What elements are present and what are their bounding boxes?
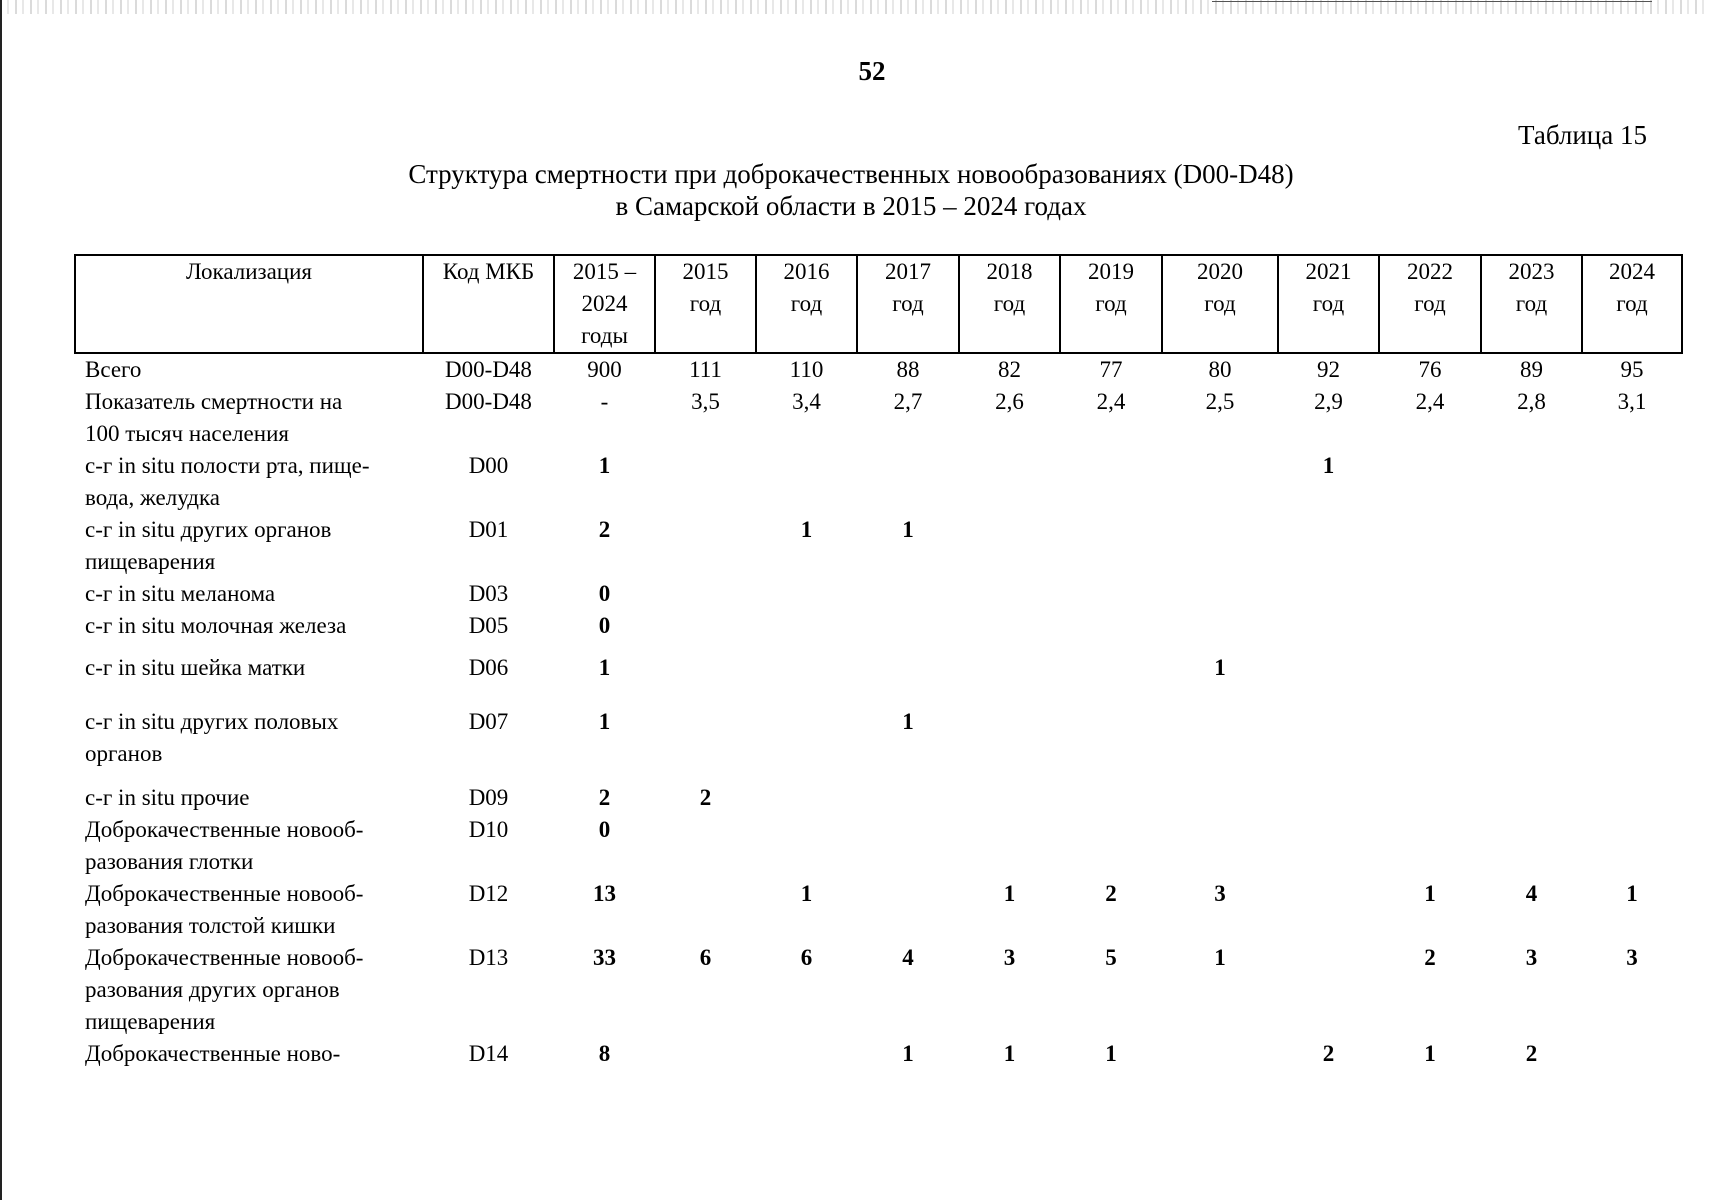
localization-line: Показатель смертности на <box>85 389 343 414</box>
cell-year-value <box>756 1038 857 1070</box>
cell-year-value <box>1060 694 1162 782</box>
cell-year-value <box>655 450 756 514</box>
header-year-value: 2022 <box>1407 259 1453 284</box>
cell-icd-code: D00-D48 <box>445 389 532 414</box>
cell-year-value <box>857 878 959 942</box>
cell-localization <box>75 514 423 578</box>
cell-year-value: 2,9 <box>1314 389 1343 414</box>
cell-year-value <box>655 878 756 942</box>
cell-year-value: 1 <box>1105 1041 1117 1066</box>
title-line-2: в Самарской области в 2015 – 2024 годах <box>615 191 1087 221</box>
cell-year-value <box>1481 694 1582 782</box>
cell-period-total: 33 <box>593 945 616 970</box>
cell-icd-code: D00 <box>468 453 509 478</box>
cell-period-total: 8 <box>598 1041 611 1066</box>
cell-year-value <box>655 578 756 610</box>
cell-localization <box>75 578 423 610</box>
cell-year-value <box>1582 514 1682 578</box>
cell-year-value <box>959 514 1060 578</box>
cell-year-value <box>1162 694 1278 782</box>
cell-year-value: 80 <box>1208 357 1232 382</box>
localization-line: с-г in situ молочная железа <box>85 613 347 638</box>
cell-year-value <box>1379 694 1481 782</box>
cell-year-value: 2 <box>1525 1041 1538 1066</box>
localization-line: органов <box>85 741 163 766</box>
cell-year-value: 6 <box>800 945 813 970</box>
cell-year-value <box>1481 814 1582 878</box>
cell-year-value <box>1481 610 1582 642</box>
cell-year-value <box>1481 514 1582 578</box>
cell-year-value: 82 <box>998 357 1021 382</box>
cell-year-value <box>959 450 1060 514</box>
cell-year-value: 110 <box>789 357 824 382</box>
cell-year-value <box>1162 814 1278 878</box>
cell-year-value <box>1278 642 1379 694</box>
header-year-value: 2019 <box>1088 259 1134 284</box>
localization-line: Доброкачественные ново- <box>85 1041 341 1066</box>
header-year <box>1278 255 1379 353</box>
header-year-suffix: год <box>1095 291 1127 316</box>
cell-year-value: 1 <box>902 709 914 734</box>
cell-year-value <box>1278 782 1379 814</box>
cell-year-value: 1 <box>1424 881 1436 906</box>
header-year-suffix: год <box>1204 291 1236 316</box>
cell-year-value <box>1060 782 1162 814</box>
scan-edge-line <box>1212 1 1652 2</box>
cell-icd-code: D10 <box>468 817 509 842</box>
cell-year-value <box>1582 814 1682 878</box>
cell-year-value <box>1060 814 1162 878</box>
header-year-suffix: год <box>1515 291 1548 316</box>
cell-year-value: 5 <box>1105 945 1117 970</box>
cell-icd-code: D00-D48 <box>445 357 532 382</box>
cell-year-value <box>1162 450 1278 514</box>
cell-period-total: 1 <box>598 453 611 478</box>
cell-icd-code: D07 <box>468 709 509 734</box>
mortality-table <box>74 254 1683 1070</box>
cell-year-value <box>1278 514 1379 578</box>
cell-year-value <box>1582 610 1682 642</box>
cell-year-value: 6 <box>699 945 712 970</box>
cell-localization <box>75 386 423 450</box>
cell-year-value <box>756 642 857 694</box>
table-body <box>75 353 1682 1070</box>
cell-year-value: 3 <box>1214 881 1226 906</box>
cell-year-value <box>1278 578 1379 610</box>
cell-year-value <box>1379 514 1481 578</box>
header-year-value: 2015 <box>682 259 729 284</box>
header-year-value: 2021 <box>1305 259 1352 284</box>
localization-line: с-г in situ прочие <box>85 785 250 810</box>
header-year <box>1582 255 1682 353</box>
cell-period-total: 2 <box>598 517 611 542</box>
cell-year-value: 2 <box>699 785 712 810</box>
cell-year-value <box>1162 610 1278 642</box>
cell-year-value <box>1278 942 1379 1038</box>
cell-year-value <box>1379 814 1481 878</box>
table-row <box>75 814 1682 878</box>
cell-localization <box>75 642 423 694</box>
cell-year-value: 3 <box>1626 945 1638 970</box>
header-year <box>1060 255 1162 353</box>
cell-icd-code: D03 <box>468 581 509 606</box>
cell-localization <box>75 1038 423 1070</box>
cell-year-value <box>1060 610 1162 642</box>
page-number: 52 <box>858 56 886 86</box>
table-row <box>75 514 1682 578</box>
localization-line: с-г in situ других половых <box>85 709 339 734</box>
cell-year-value <box>1582 450 1682 514</box>
table-row <box>75 942 1682 1038</box>
cell-year-value <box>1481 782 1582 814</box>
header-year <box>959 255 1060 353</box>
cell-period-total: - <box>600 389 609 414</box>
header-year <box>857 255 959 353</box>
header-year-value: 2016 <box>783 259 830 284</box>
header-year-suffix: год <box>1616 291 1648 316</box>
cell-year-value <box>959 814 1060 878</box>
cell-year-value: 1 <box>1626 881 1638 906</box>
cell-year-value: 1 <box>800 881 813 906</box>
table-row <box>75 386 1682 450</box>
cell-year-value <box>1060 642 1162 694</box>
header-year-value: 2020 <box>1197 259 1243 284</box>
localization-line: вода, желудка <box>85 485 221 510</box>
table-label: Таблица 15 <box>1518 120 1647 150</box>
header-year-value: 2023 <box>1508 259 1555 284</box>
cell-localization <box>75 610 423 642</box>
cell-year-value <box>1582 782 1682 814</box>
cell-year-value: 2,7 <box>893 389 923 414</box>
table-title <box>0 158 1702 222</box>
localization-line: с-г in situ других органов <box>85 517 332 542</box>
cell-year-value <box>655 1038 756 1070</box>
header-year <box>756 255 857 353</box>
cell-year-value: 2,5 <box>1205 389 1235 414</box>
localization-line: Всего <box>85 357 142 382</box>
cell-year-value <box>756 610 857 642</box>
header-icd-code: Код МКБ <box>423 255 554 353</box>
cell-year-value: 1 <box>800 517 813 542</box>
cell-year-value: 2 <box>1424 945 1436 970</box>
header-year-value: 2017 <box>885 259 931 284</box>
localization-line: разования глотки <box>85 849 254 874</box>
cell-period-total: 900 <box>587 357 622 382</box>
cell-year-value <box>857 642 959 694</box>
localization-line: с-г in situ шейка матки <box>85 655 306 680</box>
cell-year-value <box>959 578 1060 610</box>
table-row <box>75 642 1682 694</box>
cell-year-value <box>1162 1038 1278 1070</box>
cell-year-value <box>756 450 857 514</box>
cell-year-value: 95 <box>1620 357 1644 382</box>
cell-year-value: 4 <box>902 945 914 970</box>
cell-year-value: 1 <box>1322 453 1335 478</box>
cell-year-value: 77 <box>1099 357 1123 382</box>
localization-line: с-г in situ меланома <box>85 581 276 606</box>
header-period-line: годы <box>581 323 628 348</box>
cell-year-value: 1 <box>1214 655 1226 680</box>
cell-year-value <box>1582 694 1682 782</box>
cell-year-value <box>655 642 756 694</box>
header-period <box>554 255 655 353</box>
cell-year-value <box>655 694 756 782</box>
cell-year-value: 2,6 <box>995 389 1024 414</box>
cell-year-value <box>1379 782 1481 814</box>
cell-period-total: 1 <box>598 655 611 680</box>
cell-localization <box>75 353 423 386</box>
cell-year-value: 4 <box>1525 881 1538 906</box>
header-year-suffix: год <box>790 291 823 316</box>
header-year-suffix: год <box>1414 291 1446 316</box>
header-period-line: 2024 <box>581 291 628 316</box>
cell-year-value <box>1162 782 1278 814</box>
cell-localization <box>75 450 423 514</box>
table-row <box>75 782 1682 814</box>
cell-period-total: 1 <box>598 709 611 734</box>
cell-localization <box>75 782 423 814</box>
cell-year-value <box>1481 578 1582 610</box>
cell-year-value <box>756 578 857 610</box>
cell-year-value <box>1379 642 1481 694</box>
cell-year-value <box>1060 578 1162 610</box>
cell-year-value <box>1379 610 1481 642</box>
localization-line: Доброкачественные новооб- <box>85 881 364 906</box>
cell-year-value <box>655 814 756 878</box>
cell-year-value <box>655 610 756 642</box>
cell-year-value <box>1379 578 1481 610</box>
cell-year-value <box>959 610 1060 642</box>
cell-year-value <box>1278 878 1379 942</box>
cell-year-value <box>857 450 959 514</box>
cell-year-value <box>959 694 1060 782</box>
cell-year-value <box>1481 450 1582 514</box>
table-header-row <box>75 255 1682 353</box>
localization-line: разования других органов <box>85 977 340 1002</box>
localization-line: разования толстой кишки <box>85 913 336 938</box>
cell-year-value: 2,4 <box>1096 389 1126 414</box>
table-row <box>75 610 1682 642</box>
cell-period-total: 0 <box>598 817 611 842</box>
cell-localization <box>75 814 423 878</box>
cell-year-value <box>1060 450 1162 514</box>
cell-year-value <box>1582 578 1682 610</box>
cell-year-value: 88 <box>896 357 920 382</box>
cell-year-value <box>1278 610 1379 642</box>
cell-year-value <box>857 814 959 878</box>
cell-year-value <box>756 694 857 782</box>
header-year-suffix: год <box>892 291 924 316</box>
cell-year-value: 3 <box>1003 945 1016 970</box>
table-row <box>75 878 1682 942</box>
cell-year-value <box>1379 450 1481 514</box>
table-row <box>75 694 1682 782</box>
cell-year-value: 2 <box>1322 1041 1335 1066</box>
cell-period-total: 0 <box>598 613 611 638</box>
cell-year-value: 2,8 <box>1517 389 1546 414</box>
cell-icd-code: D12 <box>468 881 509 906</box>
cell-icd-code: D05 <box>468 613 509 638</box>
cell-year-value: 1 <box>1214 945 1226 970</box>
cell-localization <box>75 942 423 1038</box>
title-line-1: Структура смертности при доброкачественных новообразованиях (D00-D48) <box>408 159 1294 189</box>
cell-period-total: 2 <box>598 785 611 810</box>
cell-year-value: 3 <box>1525 945 1538 970</box>
cell-localization <box>75 878 423 942</box>
cell-year-value <box>857 578 959 610</box>
cell-year-value <box>1278 694 1379 782</box>
scan-noise-top <box>0 0 1709 14</box>
cell-localization <box>75 694 423 782</box>
cell-year-value: 1 <box>902 517 914 542</box>
cell-icd-code: D13 <box>468 945 509 970</box>
cell-year-value <box>857 782 959 814</box>
cell-year-value: 2 <box>1105 881 1117 906</box>
header-year-suffix: год <box>689 291 722 316</box>
cell-year-value: 76 <box>1418 357 1442 382</box>
cell-icd-code: D06 <box>468 655 509 680</box>
header-year <box>655 255 756 353</box>
cell-year-value <box>1582 1038 1682 1070</box>
cell-year-value <box>857 610 959 642</box>
header-year <box>1162 255 1278 353</box>
cell-year-value: 3,1 <box>1617 389 1647 414</box>
cell-year-value: 1 <box>1003 881 1016 906</box>
cell-year-value <box>756 814 857 878</box>
cell-year-value <box>959 782 1060 814</box>
cell-year-value <box>959 642 1060 694</box>
cell-year-value <box>1162 578 1278 610</box>
header-year <box>1379 255 1481 353</box>
localization-line: с-г in situ полости рта, пище- <box>85 453 370 478</box>
cell-year-value <box>1481 642 1582 694</box>
cell-year-value: 92 <box>1317 357 1340 382</box>
table-row <box>75 450 1682 514</box>
table-row <box>75 1038 1682 1070</box>
table-row <box>75 353 1682 386</box>
cell-year-value <box>1278 814 1379 878</box>
header-year-value: 2024 <box>1609 259 1655 284</box>
localization-line: Доброкачественные новооб- <box>85 945 364 970</box>
header-period-line: 2015 – <box>572 259 637 284</box>
localization-line: пищеварения <box>85 549 216 574</box>
cell-year-value <box>1060 514 1162 578</box>
localization-line: Доброкачественные новооб- <box>85 817 364 842</box>
cell-period-total: 0 <box>598 581 611 606</box>
cell-year-value: 3,5 <box>691 389 720 414</box>
table-row <box>75 578 1682 610</box>
localization-line: 100 тысяч населения <box>85 421 289 446</box>
cell-year-value: 3,4 <box>792 389 821 414</box>
cell-icd-code: D14 <box>468 1041 509 1066</box>
cell-icd-code: D01 <box>468 517 509 542</box>
cell-icd-code: D09 <box>468 785 509 810</box>
header-localization: Локализация <box>75 255 423 353</box>
header-year-suffix: год <box>993 291 1026 316</box>
cell-year-value: 2,4 <box>1415 389 1445 414</box>
cell-year-value <box>1162 514 1278 578</box>
cell-year-value <box>1582 642 1682 694</box>
cell-year-value: 1 <box>902 1041 914 1066</box>
localization-line: пищеварения <box>85 1009 216 1034</box>
header-year-value: 2018 <box>986 259 1033 284</box>
cell-period-total: 13 <box>593 881 616 906</box>
cell-year-value: 1 <box>1003 1041 1016 1066</box>
cell-year-value: 1 <box>1424 1041 1436 1066</box>
cell-year-value: 89 <box>1520 357 1543 382</box>
cell-year-value <box>756 782 857 814</box>
cell-year-value <box>655 514 756 578</box>
cell-year-value: 111 <box>689 357 722 382</box>
header-year-suffix: год <box>1312 291 1345 316</box>
header-year <box>1481 255 1582 353</box>
